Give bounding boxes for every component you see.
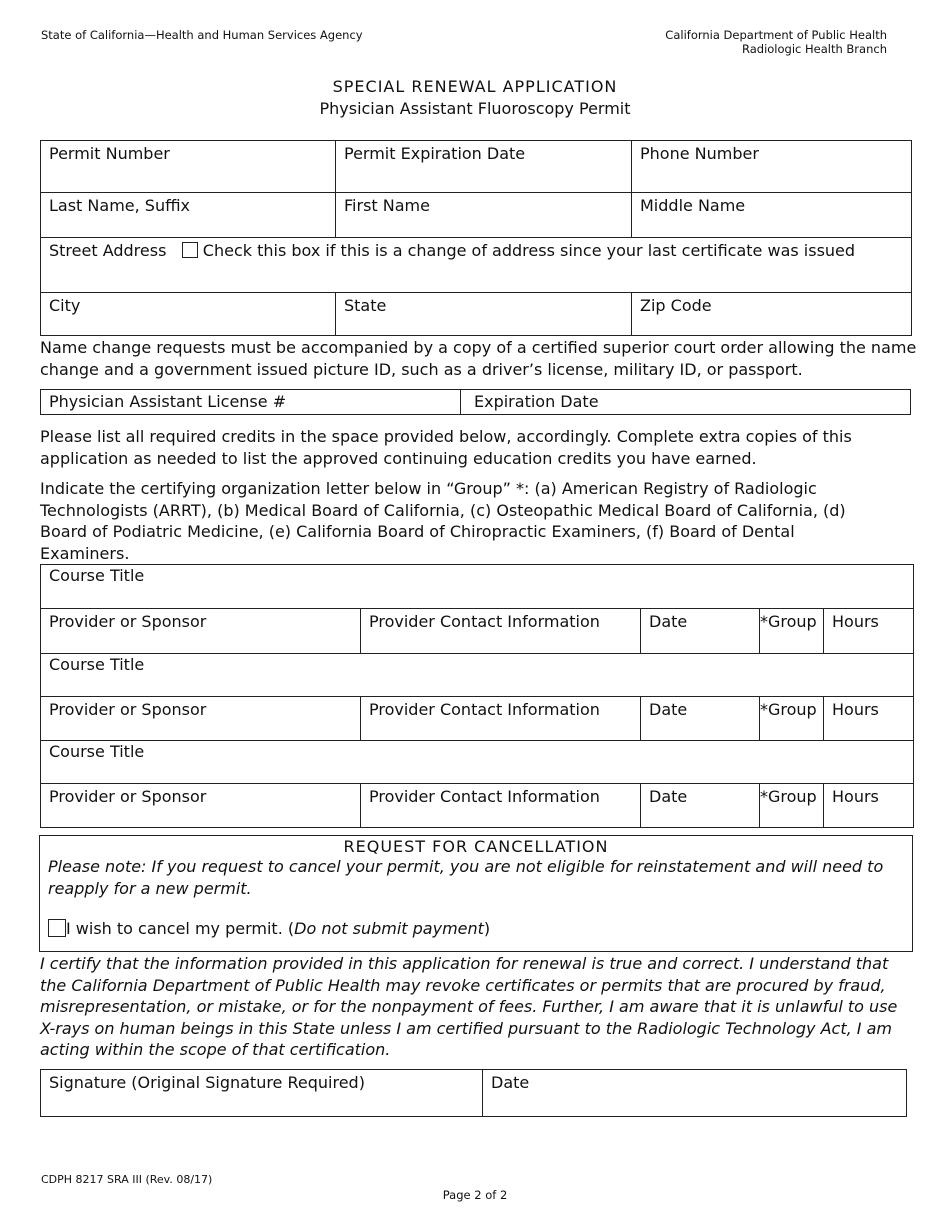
course-group-label: *Group [760,612,817,631]
page-number: Page 2 of 2 [442,1188,508,1202]
cancellation-heading: REQUEST FOR CANCELLATION [343,837,609,856]
address-change-checkbox[interactable] [182,242,198,258]
branch-name: Radiologic Health Branch [741,42,887,56]
provider-contact-label: Provider Contact Information [369,787,600,806]
name-change-note: Name change requests must be accompanied by a copy of a certified superior court order allowing the name change and a government issued picture ID, such as a driver’s license, military ID, or passport. [40,338,917,379]
provider-label: Provider or Sponsor [49,700,207,719]
department-header [665,28,887,56]
course-hours-field[interactable] [824,609,913,654]
provider-field[interactable] [41,697,361,741]
provider-label: Provider or Sponsor [49,612,207,631]
provider-label: Provider or Sponsor [49,787,207,806]
certification-statement: I certify that the information provided in this application for renewal is true and correct. I understand that the California Department of Public Health may revoke certificates or permits that are procured by fraud, misrepresentation, or mistake, or for the nonpayment of fees. Further, I am aware that it is unlawful to use X-rays on human beings in this State unless I am certified pursuant to the Radiologic Technology Act, I am acting within the scope of that certification. [40,954,898,1059]
provider-field[interactable] [41,784,361,827]
course-date-field[interactable] [641,697,760,741]
pa-license-label: Physician Assistant License # [49,392,287,411]
department-name: California Department of Public Health [665,28,887,42]
form-title: SPECIAL RENEWAL APPLICATION [332,77,618,96]
form-subtitle: Physician Assistant Fluoroscopy Permit [319,99,631,118]
city-label: City [49,296,81,315]
first-name-field[interactable] [336,193,632,238]
course-hours-field[interactable] [824,784,913,827]
course-date-field[interactable] [641,784,760,827]
course-hours-field[interactable] [824,697,913,741]
group-instructions: Indicate the certifying organization letter below in “Group” *: (a) American Registry of Radiologic Technologists (ARRT), (b) Medical Board of California, (c) Osteopathic Medical Board of California, (d) Board of Podiatric Medicine, (e) California Board of Chiropractic Examiners, (f) Board of Dental Examiners. [40,479,846,563]
signature-date-label: Date [491,1073,530,1092]
provider-contact-field[interactable] [361,784,641,827]
course-hours-label: Hours [832,700,879,719]
last-name-label: Last Name, Suffix [49,196,191,215]
course-title-field[interactable] [41,565,913,609]
provider-contact-label: Provider Contact Information [369,612,600,631]
permit-number-label: Permit Number [49,144,170,163]
cancel-permit-close: ) [483,919,491,938]
course-date-label: Date [649,787,688,806]
applicant-info-grid [40,140,912,336]
course-hours-label: Hours [832,787,879,806]
first-name-label: First Name [344,196,430,215]
cancellation-box [39,835,913,952]
credits-instructions: Please list all required credits in the space provided below, accordingly. Complete extra copies of this application as needed to list the approved continuing education credits you have earned. [40,427,852,468]
provider-contact-label: Provider Contact Information [369,700,600,719]
license-expiration-label: Expiration Date [474,392,599,411]
course-title-label: Course Title [49,655,145,674]
cancellation-note: Please note: If you request to cancel your permit, you are not eligible for reinstatement and will need to reapply for a new permit. [48,857,884,898]
city-field[interactable] [41,293,336,335]
signature-field[interactable] [41,1070,483,1116]
cancel-permit-label: I wish to cancel my permit. ( [66,919,295,938]
phone-number-label: Phone Number [640,144,759,163]
form-id: CDPH 8217 SRA III (Rev. 08/17) [41,1173,213,1186]
permit-number-field[interactable] [41,141,336,193]
course-date-label: Date [649,612,688,631]
signature-grid [40,1069,907,1117]
course-group-field[interactable] [760,697,824,741]
permit-expiration-label: Permit Expiration Date [344,144,526,163]
course-title-field[interactable] [41,741,913,784]
license-expiration-field[interactable] [461,390,910,414]
course-title-field[interactable] [41,654,913,697]
cancel-permit-row [48,919,904,938]
signature-date-field[interactable] [483,1070,906,1116]
permit-expiration-field[interactable] [336,141,632,193]
provider-contact-field[interactable] [361,697,641,741]
phone-number-field[interactable] [632,141,911,193]
course-group-label: *Group [760,700,817,719]
last-name-field[interactable] [41,193,336,238]
course-group-field[interactable] [760,784,824,827]
course-date-field[interactable] [641,609,760,654]
pa-license-field[interactable] [41,390,461,414]
middle-name-field[interactable] [632,193,911,238]
course-table [40,564,914,828]
street-address-field[interactable] [41,238,911,293]
provider-contact-field[interactable] [361,609,641,654]
signature-label: Signature (Original Signature Required) [49,1073,365,1092]
provider-field[interactable] [41,609,361,654]
zip-code-field[interactable] [632,293,911,335]
course-group-label: *Group [760,787,817,806]
cancel-permit-note: Do not submit payment [294,919,484,938]
course-title-label: Course Title [49,742,145,761]
zip-code-label: Zip Code [640,296,712,315]
address-change-label: Check this box if this is a change of address since your last certificate was issued [202,241,856,260]
course-hours-label: Hours [832,612,879,631]
course-group-field[interactable] [760,609,824,654]
cancel-permit-checkbox[interactable] [48,919,66,937]
agency-header: State of California—Health and Human Services Agency [41,28,363,42]
state-field[interactable] [336,293,632,335]
street-address-label: Street Address [49,241,167,260]
license-grid [40,389,911,415]
course-title-label: Course Title [49,566,145,585]
course-date-label: Date [649,700,688,719]
state-label: State [344,296,387,315]
middle-name-label: Middle Name [640,196,746,215]
